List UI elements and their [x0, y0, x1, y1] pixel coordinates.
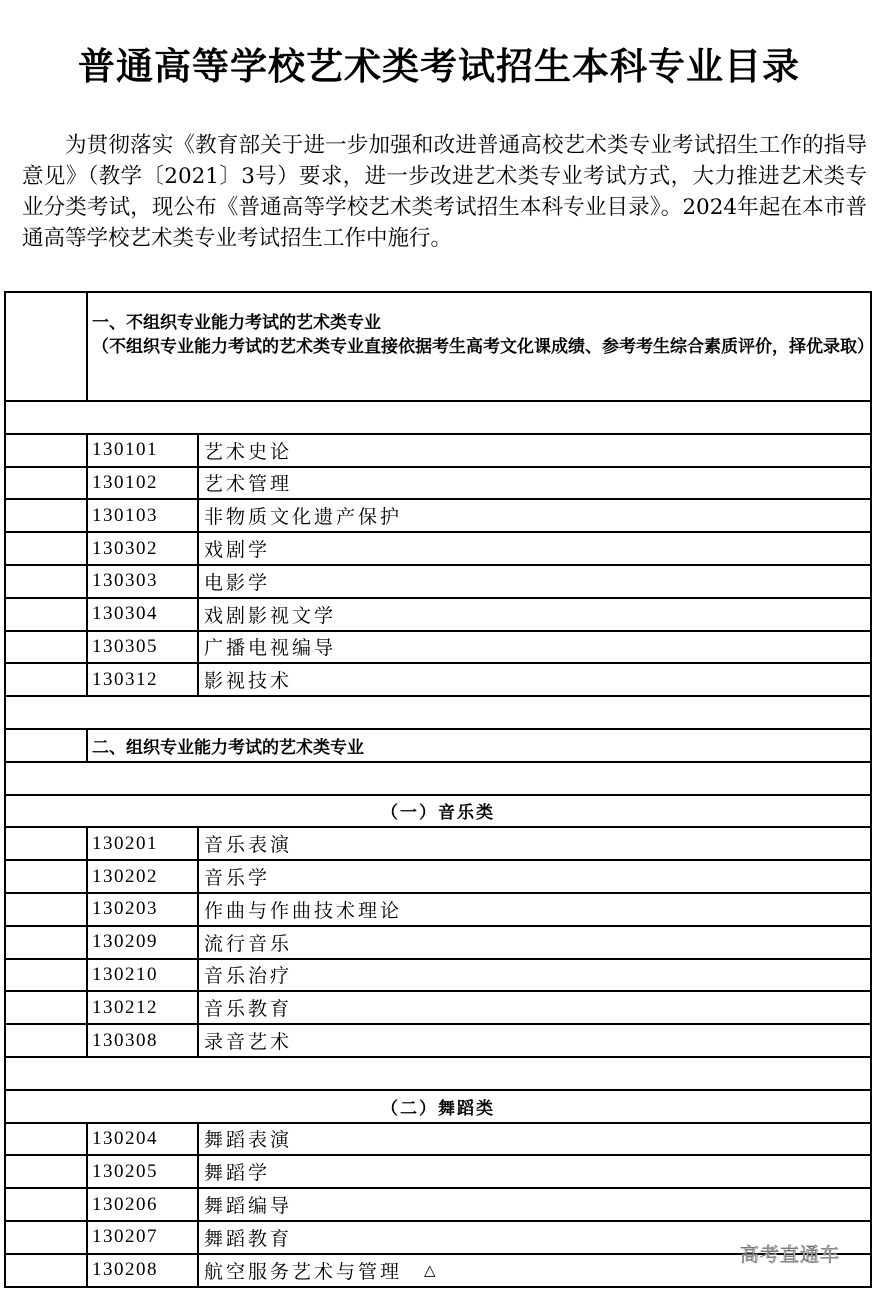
section1-note: （不组织专业能力考试的艺术类专业直接依据考生高考文化课成绩、参考考生综合素质评价，择优录取）	[92, 337, 874, 357]
table-row	[6, 1124, 870, 1157]
major-name-cell	[199, 435, 870, 466]
table-row	[6, 828, 870, 861]
major-name-cell	[199, 566, 870, 597]
table-row	[6, 861, 870, 894]
page-title: 普通高等学校艺术类考试招生本科专业目录	[78, 44, 800, 88]
table-row	[6, 533, 870, 566]
table-row	[6, 664, 870, 697]
major-name: 音乐治疗	[204, 965, 293, 988]
major-name: 舞蹈表演	[204, 1129, 293, 1152]
major-name-cell	[199, 1189, 870, 1220]
major-code: 130202	[88, 861, 199, 892]
major-name: 舞蹈学	[204, 1162, 271, 1185]
major-code: 130212	[88, 992, 199, 1023]
major-name-cell	[199, 1124, 870, 1155]
major-name: 电影学	[204, 571, 271, 594]
empty-cell	[6, 1189, 88, 1220]
empty-cell	[6, 468, 88, 499]
table-row	[6, 960, 870, 993]
major-name-cell	[199, 1156, 870, 1187]
major-code: 130208	[88, 1255, 199, 1286]
major-name-cell	[199, 664, 870, 695]
table-row	[6, 632, 870, 665]
empty-cell	[6, 599, 88, 630]
major-code: 130103	[88, 500, 199, 531]
major-name-cell	[199, 533, 870, 564]
major-name-cell	[199, 468, 870, 499]
major-code: 130204	[88, 1124, 199, 1155]
major-code: 130209	[88, 927, 199, 958]
major-name: 非物质文化遗产保护	[204, 506, 403, 529]
major-name: 艺术管理	[204, 473, 293, 496]
major-code: 130308	[88, 1025, 199, 1056]
major-name: 航空服务艺术与管理	[204, 1260, 403, 1283]
major-code: 130205	[88, 1156, 199, 1187]
empty-cell	[6, 664, 88, 695]
major-name-cell	[199, 894, 870, 925]
group-title-row	[6, 1091, 870, 1124]
blank-row	[6, 763, 870, 796]
major-catalog-table	[4, 291, 872, 1288]
section1-header-row	[6, 293, 874, 402]
major-name: 戏剧影视文学	[204, 604, 337, 627]
triangle-mark: △	[424, 1261, 439, 1280]
table-row	[6, 599, 870, 632]
major-code: 130312	[88, 664, 199, 695]
major-name: 舞蹈教育	[204, 1227, 293, 1250]
empty-cell	[6, 1156, 88, 1187]
empty-cell	[6, 1222, 88, 1253]
table-row	[6, 1156, 870, 1189]
table-row	[6, 927, 870, 960]
empty-cell	[6, 566, 88, 597]
empty-cell	[6, 828, 88, 859]
empty-cell	[6, 1255, 88, 1286]
table-row	[6, 566, 870, 599]
major-code: 130210	[88, 960, 199, 991]
group-title: （一）音乐类	[381, 803, 495, 824]
section1-header	[88, 293, 874, 400]
major-name-cell	[199, 500, 870, 531]
major-name: 音乐教育	[204, 998, 293, 1021]
empty-cell	[6, 894, 88, 925]
group-title-row	[6, 796, 870, 829]
major-name-cell	[199, 992, 870, 1023]
major-name: 录音艺术	[204, 1031, 293, 1054]
major-code: 130303	[88, 566, 199, 597]
section2-header-row	[6, 730, 870, 763]
empty-cell	[6, 1025, 88, 1056]
blank-row	[6, 402, 870, 435]
major-code: 130305	[88, 632, 199, 663]
table-row	[6, 435, 870, 468]
table-row	[6, 1189, 870, 1222]
major-name-cell	[199, 1025, 870, 1056]
major-name-cell	[199, 960, 870, 991]
blank-row	[6, 697, 870, 730]
major-name: 艺术史论	[204, 440, 293, 463]
major-name: 音乐表演	[204, 834, 293, 857]
major-code: 130102	[88, 468, 199, 499]
section2-heading: 二、组织专业能力考试的艺术类专业	[92, 737, 364, 758]
empty-cell	[6, 293, 88, 400]
empty-cell	[6, 992, 88, 1023]
empty-cell	[6, 632, 88, 663]
empty-cell	[6, 1124, 88, 1155]
major-name-cell	[199, 861, 870, 892]
table-row	[6, 992, 870, 1025]
major-code: 130302	[88, 533, 199, 564]
major-name-cell	[199, 632, 870, 663]
group-title: （二）舞蹈类	[381, 1098, 495, 1119]
major-name: 音乐学	[204, 867, 271, 890]
table-row	[6, 894, 870, 927]
major-name: 影视技术	[204, 670, 293, 693]
watermark: 高考直通车	[740, 1244, 841, 1266]
table-row	[6, 1025, 870, 1058]
major-name: 作曲与作曲技术理论	[204, 899, 403, 922]
intro-paragraph: 为贯彻落实《教育部关于进一步加强和改进普通高校艺术类专业考试招生工作的指导意见》（教学〔2021〕3号）要求，进一步改进艺术类专业考试方式，大力推进艺术类专业分类考试，现公布《普通高等学校艺术类考试招生本科专业目录》。2024年起在本市普通高等学校艺术类专业考试招生工作中施行。	[22, 133, 867, 251]
major-name: 舞蹈编导	[204, 1195, 293, 1218]
table-row	[6, 500, 870, 533]
empty-cell	[6, 500, 88, 531]
empty-cell	[6, 927, 88, 958]
table-row	[6, 468, 870, 501]
major-name: 流行音乐	[204, 932, 293, 955]
blank-row	[6, 1058, 870, 1091]
major-code: 130201	[88, 828, 199, 859]
empty-cell	[6, 861, 88, 892]
major-name-cell	[199, 927, 870, 958]
major-name: 戏剧学	[204, 539, 271, 562]
major-code: 130101	[88, 435, 199, 466]
empty-cell	[6, 533, 88, 564]
major-name-cell	[199, 599, 870, 630]
empty-cell	[6, 960, 88, 991]
empty-cell	[6, 730, 88, 761]
major-code: 130203	[88, 894, 199, 925]
empty-cell	[6, 435, 88, 466]
major-name: 广播电视编导	[204, 637, 337, 660]
major-code: 130304	[88, 599, 199, 630]
major-code: 130207	[88, 1222, 199, 1253]
major-name-cell	[199, 828, 870, 859]
section1-heading: 一、不组织专业能力考试的艺术类专业	[92, 313, 381, 333]
major-code: 130206	[88, 1189, 199, 1220]
